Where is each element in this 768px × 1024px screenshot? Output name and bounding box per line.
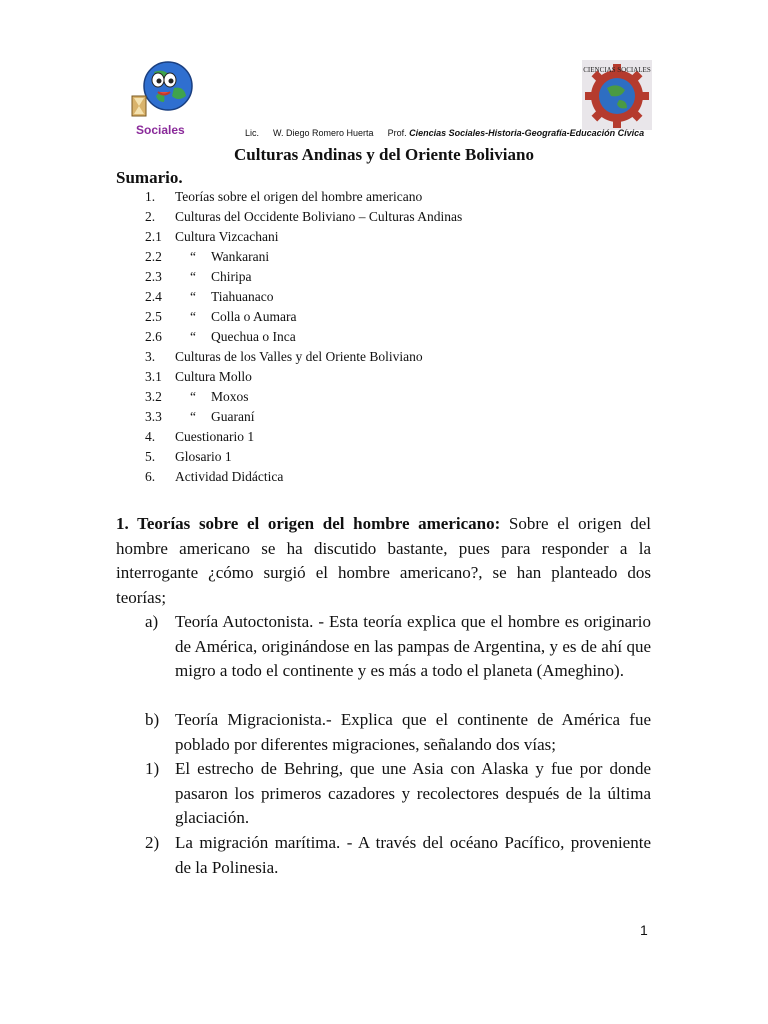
section1-paragraph (116, 512, 651, 610)
toc-text: Culturas de los Valles y del Oriente Boliviano (175, 349, 423, 364)
toc-text: Cuestionario 1 (175, 429, 255, 444)
list-marker: 1) (145, 759, 160, 778)
toc-text: Tiahuanaco (211, 289, 274, 304)
toc-text: Glosario 1 (175, 449, 232, 464)
sumario-heading: Sumario. (116, 168, 183, 187)
logo-caption: Sociales (136, 123, 185, 137)
toc-label (175, 349, 423, 365)
author-name: W. Diego Romero Huerta (273, 128, 374, 138)
list-text: Teoría Migracionista.- Explica que el continente de América fue poblado por diferentes migraciones, señalando dos vías; (175, 710, 651, 754)
toc-text: Wankarani (211, 249, 270, 264)
toc-label (175, 209, 462, 225)
toc-ditto-mark: “ (190, 249, 196, 264)
toc-text: Colla o Aumara (211, 309, 297, 324)
toc-number: 3. (145, 349, 156, 364)
toc-label (175, 289, 274, 305)
toc-text: Cultura Vizcachani (175, 229, 279, 244)
toc-label (175, 329, 296, 345)
page-number: 1 (640, 922, 648, 938)
author-line (245, 128, 644, 138)
toc-label (175, 229, 279, 245)
toc-label (175, 429, 254, 445)
toc-number: 3.2 (145, 389, 162, 404)
toc-number: 2.3 (145, 269, 162, 284)
toc-label (175, 409, 254, 425)
toc-text: Quechua o Inca (211, 329, 296, 344)
toc-label (175, 269, 252, 285)
toc-text: Guaraní (211, 409, 255, 424)
list-item (145, 610, 651, 684)
list-marker: 2) (145, 833, 160, 852)
list-marker: b) (145, 710, 160, 729)
toc-number: 2.4 (145, 289, 162, 304)
toc-text: Cultura Mollo (175, 369, 252, 384)
toc-label (175, 449, 232, 465)
toc-ditto-mark: “ (190, 269, 196, 284)
list-item (145, 831, 651, 880)
toc-number: 2.5 (145, 309, 162, 324)
document-title: Culturas Andinas y del Oriente Boliviano (234, 145, 534, 164)
list-text: Teoría Autoctonista. - Esta teoría explica que el hombre es originario de América, originándose en las pampas de Argentina, y es de ahí que migro a todo el continente y es más a todo el planeta (Ameghino). (175, 612, 651, 680)
author-role: Ciencias Sociales-Historia-Geografía-Educación Cívica (409, 128, 645, 138)
toc-text: Culturas del Occidente Boliviano – Culturas Andinas (175, 209, 463, 224)
author-role-prefix: Prof. (387, 128, 407, 138)
toc-text: Chiripa (211, 269, 252, 284)
toc-ditto-mark: “ (190, 329, 196, 344)
toc-number: 2.2 (145, 249, 162, 264)
toc-label (175, 389, 249, 405)
toc-number: 6. (145, 469, 156, 484)
section1-intro: Sobre el origen del hombre americano se ha discutido bastante, pues para responder a la interrogante ¿cómo surgió el hombre americano?, se han planteado dos teorías; (116, 514, 651, 607)
author-prefix: Lic. (245, 128, 260, 138)
toc-text: Moxos (211, 389, 249, 404)
toc-number: 3.3 (145, 409, 162, 424)
toc-label (175, 369, 252, 385)
list-text: El estrecho de Behring, que une Asia con Alaska y fue por donde pasaron los primeros cazadores y recolectores después de la última glaciación. (175, 759, 651, 827)
list-text: La migración marítima. - A través del océano Pacífico, proveniente de la Polinesia. (175, 833, 651, 877)
ciencias-sociales-seal (582, 60, 652, 130)
toc-number: 5. (145, 449, 156, 464)
toc-ditto-mark: “ (190, 409, 196, 424)
list-item (145, 708, 651, 757)
toc-number: 2. (145, 209, 156, 224)
list-marker: a) (145, 612, 159, 631)
seal-text: CIENCIAS SOCIALES (583, 66, 651, 74)
toc-ditto-mark: “ (190, 289, 196, 304)
toc-number: 2.6 (145, 329, 162, 344)
toc-ditto-mark: “ (190, 389, 196, 404)
toc-label (175, 309, 296, 325)
toc-number: 2.1 (145, 229, 162, 244)
toc-label (175, 249, 269, 265)
toc-text: Teorías sobre el origen del hombre americano (175, 189, 423, 204)
toc-number: 1. (145, 189, 156, 204)
toc-number: 4. (145, 429, 156, 444)
toc-ditto-mark: “ (190, 309, 196, 324)
section1-heading: 1. Teorías sobre el origen del hombre americano: (116, 514, 501, 533)
toc-label (175, 469, 283, 485)
toc-number: 3.1 (145, 369, 162, 384)
list-item (145, 757, 651, 831)
toc-text: Actividad Didáctica (175, 469, 284, 484)
toc-label (175, 189, 422, 205)
